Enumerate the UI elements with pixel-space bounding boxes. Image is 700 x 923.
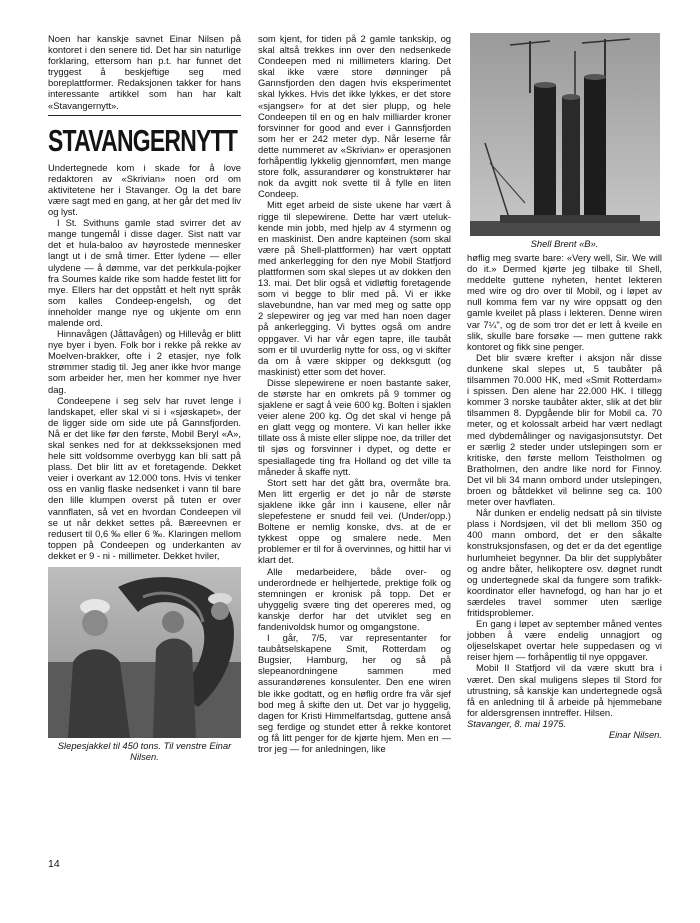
signoff-place-date: Stavanger, 8. mai 1975. [467,717,567,729]
editor-note: Noen har kanskje savnet Einar Nilsen på kontoret i den senere tid. Det har sin naturlige forklaring, ettersom han p.t. har funnet det tryggest å beskjeftige seg med boreplattformer. Redaksjonen takker for hans interessante artikkel som han har kalt «Stavangernytt». [48,33,241,111]
paragraph: I St. Svithuns gamle stad svirrer det av mange tungemål i disse dager. Sist natt var det et hula-baloo av høyrostede mennesker langt ut i de små timer. Etter lydene — eller ulydene — å dømme, var det perkkula-pojker fra Soumes kalde rike som hadde festet litt for mye. Ellers har det oppstått et helt nytt språk som kalles Condeep-engelsh, og det inneholder mange nye og ukjente om enn malende ord. [48,217,241,328]
column-3 [467,33,662,740]
paragraph: I går, 7/5, var representanter for taubåtselskapene Smit, Rotterdam og Bugsier, Hamburg, her og så på slepeanordningene sammen med assurandørenes konsulenter. Den ene wiren ble ikke godtatt, og en høflig ordre fra vår sjef bod meg å skifte den ut. Det var jo hyggelig, dagen for Kristi Himmelfartsdag, guttene anså seg ferdige og stundet etter å rekke kontoret og få litt penger for de kjørte hjem. Men en — tror jeg — for anledningen, like [258,632,451,754]
column-2 [258,33,451,754]
paragraph: Condeepene i seg selv har ruvet lenge i landskapet, eller skal vi si i «sjøskapet», der de ligger side om side ute på Gannsfjorden. Nå er det like før den første, Mobil Beryl «A», skal senkes ned for at dekksseksjonen med hele sitt voldsomme overbygg kan bli satt på plass. Det blir litt av et foretagende. Dekket veier i overkant av 12.000 tons. Hvis vi tenker oss en vanlig flaske nedsenket i vann til bare den lille klumpen overst på tuten er over vannflaten, så vet en hvordan Condeepen vil se ut når dekket settes på. Bæreevnen er redusert til 0,6 ‰ eller 6 ‰. Klaringen mellom toppen på Condeepen og underkanten av dekket er 9 - ni - millimeter. Dekket hviler, [48,394,241,561]
paragraph: som kjent, for tiden på 2 gamle tankskip, og skal altså trekkes inn over den nedsenkede Condeepen med ni millimeters klaring. Det skal ikke være store dønninger på Gannsfjorden den dagen hvis eksperimentet skal lykkes. Hvis det ikke lykkes, er det store «sjangser» for at det sier plupp, og hele Condeepen til en og en halv milliarder kroner forsvinner for good and ever i Gannsfjorden som her er 242 meter dyp. Når leserne får dette nummeret av «Skrivian» er operasjonen forhåpentlig lykkelig gjennomført, men mange store folk, assurandører og konstruktører har nok da avgitt nok svette til å fylle en liten Condeep. [258,33,451,200]
paragraph: Hinnavågen (Jåttavågen) og Hillevåg er blitt nye byer i byen. Folk bor i rekke på rekke av Moelven-brakker, ofte i 2 etasjer, nye folk strømmer stadig til. Jeg aner ikke hvor mange som arbeider her, men her kommer nye hver dag. [48,328,241,395]
tow-shackle-photo-illustration [48,567,241,738]
photo-caption: Shell Brent «B». [530,238,599,249]
photo-tow-shackle [48,567,241,738]
paragraph: Alle medarbeidere, både over- og underordnede er helhjertede, prektige folk og stemningen er kronisk på topp. Det er uhyggelig svære ting det opereres med, og kanskje derfor har det utviklet seg en fandenivoldsk humor og omgangstone. [258,565,451,632]
signoff-author: Einar Nilsen. [608,729,662,741]
column-1 [48,33,241,762]
signoff [467,718,662,740]
paragraph: Disse slepewirene er noen bastante saker, de største har en omkrets på 9 tommer og sjaklene er sagt å veie 600 kg. Bolten i sjaklen veier alene 200 kg. Og det skal vi henge på en glatt vegg og montere. Vi kan heller ikke tillate oss å miste eller slippe noe, da triller det til sjøs og forsvinner i dypet, og dette er spesiallagede ting fra Holland og det ville ta måneder å skaffe nytt. [258,376,451,477]
paragraph: En gang i løpet av september måned ventes jobben å være endelig unnagjort og oljeselskapet overtar hele suppedasen og vi reiser hjem — forhåpentlig til nye oppgaver. [467,618,662,663]
photo-shell-brent-b [470,33,660,236]
platform-photo-illustration [470,33,660,236]
paragraph: Mobil II Statfjord vil da være skutt bra i været. Den skal muligens slepes til Stord for utrustning, så kanskje kan undertegnede også få en anledning til å arbeide på hjemmebane for aldersgrensen inntreffer. Hilsen. [467,662,662,718]
article-headline: STAVANGERNYTT [48,122,238,158]
paragraph: Det blir svære krefter i aksjon når disse dunkene skal slepes ut, 5 taubåter på tilsammen 70.000 HK, med «Smit Rotterdam» i spissen. Den alene har 22.000 HK. I tillegg kommer 3 norske taubåter akter, slik at det blir tilsammen 8. Dypgående blir for Mobil ca. 70 meter, og et kolossalt arbeid har vært nedlagt med dybdemålinger og navigasjonsutstyr. Det er særlig 2 steder under utslepingen som er kritiske, den første mellom Teistholmen og Bratholmen, den andre like nord for Finnoy. Det vil bli 34 mann ombord under utslepingen, broen og båtdekket vil belinne seg ca. 100 meter over havflaten. [467,351,662,508]
paragraph: Når dunken er endelig nedsatt på sin tilviste plass i Nordsjøen, vil det bli mellom 350 og 400 mann ombord, det er den såkalte konstruksjonsfasen, og det er da det egentlige hurlumheiet begynner. Da blir det supplybåter og andre båter, helikoptere osv. døgnet rundt og undertegnede skal da fungere som trafikk-koordinator eller havnefogd, og han har jo et særdeles travel sommer uten særlige fritidsproblemer. [467,507,662,618]
paragraph: Mitt eget arbeid de siste ukene har vært å rigge til slepewirene. Dette har vært utelukkende min jobb, med hjelp av 4 styrmenn og en maskinist. Den andre kapteinen (som skal være på Shell-plattformen) har vært opptatt med ankerlegging for den nye Mobil Statfjord plattformen som skal slepes ut av dokken den 13. mai. Det blir også et vidløftig foretagende som vi begge to blir med på. Vi er ikke slavebundne, han var med meg og satte opp 2 slepewirer og jeg var med han noen dager på ankerlegging. Vi byttes også om andre oppgaver. Vi har vår egen tapre, ille taubåt som er til uvurderlig nytte for oss, og vi skifter da om å være skipper og dekksgutt (og maskinist) etter som det hover. [258,199,451,377]
page-number: 14 [48,858,60,870]
photo-caption: Slepesjakkel til 450 tons. Til venstre Einar Nilsen. [57,740,232,763]
divider [48,115,241,116]
paragraph: Undertegnede kom i skade for å love redaktoren av «Skrivian» noen ord om aktivitetene her i Stavanger. Og la det bare være sagt med en gang, at her går det med liv og lyst. [48,161,241,218]
paragraph: høflig meg svarte bare: «Very well, Sir. We will do it.» Dermed kjørte jeg tilbake til Shell, meddelte guttene nyheten, hentet lekteren med wire og dro over til Mobil, og i løpet av null komma fem var ny wire oppsatt og den gamle kveilet på plass i lekteren. Denne wiren var 7¼", og de som tror det er lett å kveile en slik, skulle bare forsøke — men guttene rakk kontoret og fikk sine penger. [467,252,662,352]
paragraph: Stort sett har det gått bra, overmåte bra. Men litt ergerlig er det jo når de største sjaklene ikke går inn i kausene, eller når slepefestene er snudd feil vei. (Under/opp.) Boltene er nemlig konske, dvs. at de er tykkest oppe og smalere nede. Men problemer er til for å overvinnes, og hittil har vi klart det. [258,476,451,566]
